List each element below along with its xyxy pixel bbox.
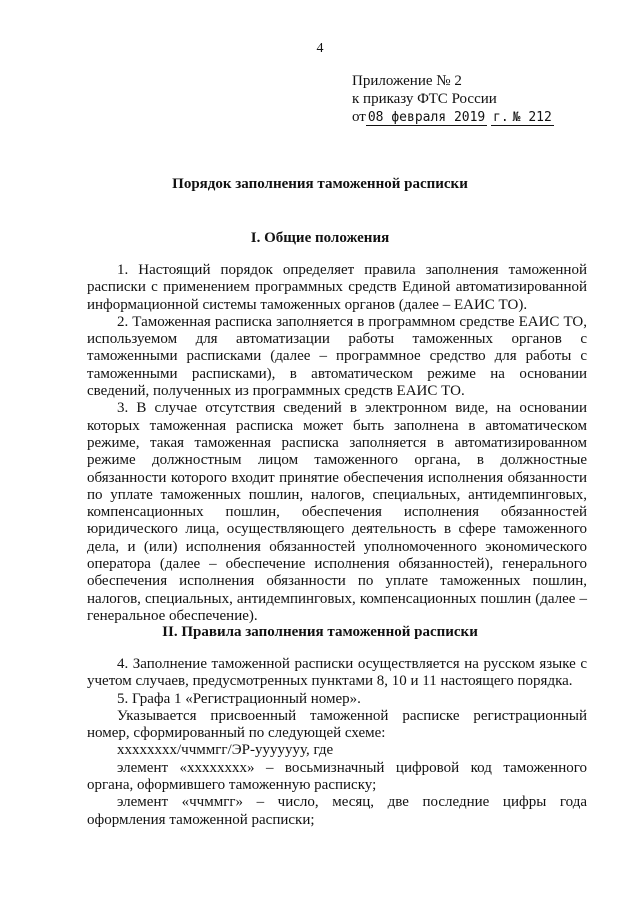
document-title: Порядок заполнения таможенной расписки <box>172 176 468 192</box>
annex-date-line <box>352 108 554 127</box>
element-customs-code: элемент «хххххххх» – восьмизначный цифровой код таможенного органа, оформившего таможенную расписку; <box>87 759 587 794</box>
annex-title: Приложение № 2 <box>352 73 462 89</box>
annex-date: 08 февраля 2019 <box>367 110 486 125</box>
paragraph-6: Указывается присвоенный таможенной расписке регистрационный номер, сформированный по следующей схеме: <box>87 707 587 742</box>
page-number: 4 <box>316 41 324 56</box>
annex-year-suffix: г. <box>493 110 509 125</box>
element-date: элемент «ччммгг» – число, месяц, две последние цифры года оформления таможенной расписки; <box>87 794 587 828</box>
annex-block <box>352 72 554 127</box>
paragraph-3: 3. В случае отсутствия сведений в электронном виде, на основании которых таможенная расписка может быть заполнена в автоматическом режиме, такая таможенная расписка заполняется в автоматизированном режиме должностным лицом таможенного органа, в должностные обязанности которого входит принятие обеспечения исполнения обязанности по уплате таможенных пошлин, налогов, специальных, антидемпинговых, компенсационных пошлин, обеспечения исполнения обязанностей юридического лица, осуществляющего деятельность в сфере таможенного дела, и (или) исполнения обязанностей уполномоченного экономического оператора (далее – обеспечение исполнения обязанностей), генерального обеспечения исполнения обязанности по уплате таможенных пошлин, налогов, специальных, антидемпинговых, компенсационных пошлин (далее – генеральное обеспечение). <box>87 400 587 624</box>
number-scheme: хххххххх/ччммгг/ЭР-ууууууу, где <box>117 742 334 759</box>
paragraph-2: 2. Таможенная расписка заполняется в программном средстве ЕАИС ТО, используемом для автоматизации работы таможенных органов с таможенными расписками (далее – программное средство для работы с таможенными расписками), в автоматическом режиме на основании сведений, полученных из программных средств ЕАИС ТО. <box>87 313 587 400</box>
paragraph-5: 5. Графа 1 «Регистрационный номер». <box>117 690 361 707</box>
annex-date-prefix: от <box>352 109 366 125</box>
annex-number: № 212 <box>512 110 552 125</box>
section1-title: I. Общие положения <box>250 230 390 246</box>
section2-body <box>87 656 587 829</box>
section2-title: II. Правила заполнения таможенной расписки <box>162 624 478 640</box>
section1-body <box>87 262 587 625</box>
paragraph-4: 4. Заполнение таможенной расписки осуществляется на русском языке с учетом случаев, предусмотренных пунктами 8, 10 и 11 настоящего порядка. <box>87 656 587 690</box>
paragraph-1: 1. Настоящий порядок определяет правила заполнения таможенной расписки с применением программных средств Единой автоматизированной информационной системы таможенных органов (далее – ЕАИС ТО). <box>87 262 587 313</box>
annex-order-ref: к приказу ФТС России <box>352 91 497 107</box>
